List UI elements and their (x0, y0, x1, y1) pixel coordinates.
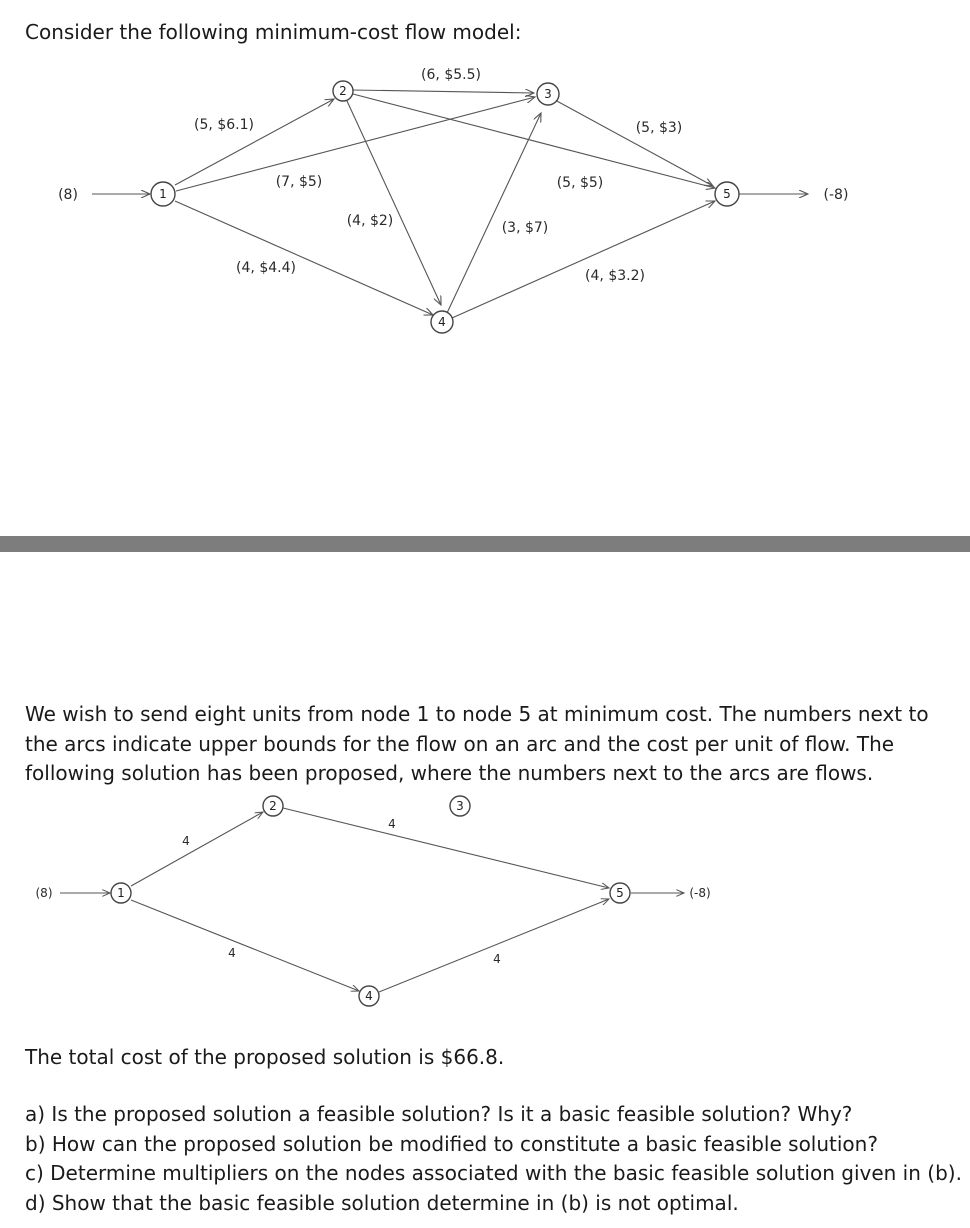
arc-label-2-3: (6, $5.5) (421, 67, 481, 83)
node-3 (537, 83, 559, 105)
solution-supply-label: (8) (35, 886, 53, 900)
arc-3-5 (555, 100, 713, 186)
solution-node-3 (450, 796, 470, 816)
flow-label-1-2: 4 (182, 834, 190, 848)
question-b: b) How can the proposed solution be modified to constitute a basic feasible solution? (25, 1131, 878, 1156)
arc-2-4 (347, 101, 441, 305)
solution-demand-label: (-8) (689, 886, 711, 900)
question-d: d) Show that the basic feasible solution determine in (b) is not optimal. (25, 1190, 739, 1215)
node-1 (151, 182, 175, 206)
model-network-diagram (0, 55, 970, 345)
svg-text:3: 3 (544, 87, 552, 101)
node-2 (333, 81, 353, 101)
question-c: c) Determine multipliers on the nodes associated with the basic feasible solution given in (b). (25, 1161, 962, 1185)
solution-arc-1-2 (131, 812, 263, 886)
arc-label-3-5: (5, $3) (635, 120, 683, 136)
svg-text:4: 4 (365, 989, 373, 1003)
arc-label-2-4: (4, $2) (346, 213, 394, 229)
flow-label-4-5: 4 (493, 952, 501, 966)
arc-1-3 (176, 97, 535, 191)
solution-node-4 (359, 986, 379, 1006)
arc-1-2 (175, 99, 334, 185)
flow-label-2-5: 4 (388, 817, 396, 831)
supply-label: (8) (58, 187, 78, 203)
solution-arc-4-5 (379, 899, 609, 992)
arc-2-3 (352, 90, 534, 93)
intro-text: Consider the following minimum-cost flow model: (25, 20, 522, 44)
svg-text:2: 2 (269, 799, 277, 813)
solution-network-diagram (0, 790, 970, 1020)
svg-text:1: 1 (117, 886, 125, 900)
node-5 (715, 182, 739, 206)
arc-label-1-3: (7, $5) (275, 174, 323, 190)
arc-4-3 (447, 113, 541, 313)
arc-label-2-5: (5, $5) (556, 175, 604, 191)
svg-text:5: 5 (616, 886, 624, 900)
arc-label-4-3: (3, $7) (501, 220, 549, 236)
arc-1-4 (175, 201, 433, 315)
section-divider (0, 536, 970, 552)
solution-node-1 (111, 883, 131, 903)
questions-list (25, 1100, 962, 1218)
svg-text:1: 1 (159, 187, 167, 201)
solution-node-2 (263, 796, 283, 816)
total-cost-text: The total cost of the proposed solution is $66.8. (25, 1045, 505, 1069)
question-a: a) Is the proposed solution a feasible solution? Is it a basic feasible solution? Why? (25, 1102, 853, 1126)
solution-arc-1-4 (131, 900, 359, 991)
problem-description: We wish to send eight units from node 1 to node 5 at minimum cost. The numbers next to the arcs indicate upper bounds for the flow on an arc and the cost per unit of flow. The following solution has been proposed, where the numbers next to the arcs are flows. (25, 702, 929, 785)
svg-text:3: 3 (456, 799, 464, 813)
solution-arc-2-5 (283, 808, 609, 888)
svg-text:5: 5 (723, 187, 731, 201)
arc-2-5 (353, 94, 715, 188)
demand-label: (-8) (823, 187, 849, 203)
arc-label-1-2: (5, $6.1) (194, 117, 254, 133)
flow-label-1-4: 4 (228, 946, 236, 960)
svg-text:4: 4 (438, 315, 446, 329)
svg-text:2: 2 (339, 84, 347, 98)
arc-label-1-4: (4, $4.4) (236, 260, 296, 276)
node-4 (431, 311, 453, 333)
solution-node-5 (610, 883, 630, 903)
arc-label-4-5: (4, $3.2) (585, 268, 645, 284)
